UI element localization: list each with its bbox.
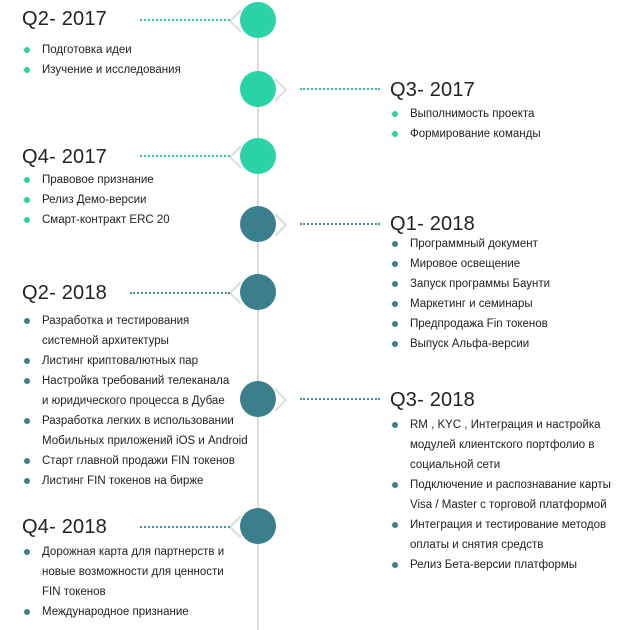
bullet-icon (24, 67, 30, 73)
bullet-icon (392, 241, 398, 247)
bullet-icon (392, 261, 398, 267)
list-item (390, 334, 550, 354)
bullet-icon (392, 321, 398, 327)
list-item (22, 371, 248, 391)
connector-dots (140, 155, 230, 159)
bullet-icon (24, 197, 30, 203)
item-text: Маркетинг и семинары (410, 298, 533, 310)
connector-dots (300, 88, 380, 92)
connector-dots (140, 19, 230, 23)
list-item (22, 40, 181, 60)
bullet-icon (392, 562, 398, 568)
item-text: социальной сети (410, 459, 501, 471)
item-text: Предпродажа Fin токенов (410, 318, 548, 330)
item-text: Выполнимость проекта (410, 108, 535, 120)
item-text: Разработка легких в использовании (42, 415, 234, 427)
list-item (390, 515, 611, 535)
milestone-list (390, 415, 611, 575)
milestone-list (22, 40, 181, 80)
quarter-title: Q1- 2018 (390, 213, 475, 235)
milestone-node (240, 71, 276, 107)
connector-dots (300, 223, 380, 227)
item-text: Visa / Master с торговой платформой (410, 499, 607, 511)
item-text: и юридического процесса в Дубае (42, 395, 225, 407)
list-item (390, 415, 611, 435)
list-item (22, 542, 224, 562)
list-item (22, 562, 224, 582)
item-text: Релиз Демо-версии (42, 194, 147, 206)
item-text: RM , KYC , Интеграция и настройка (410, 419, 601, 431)
item-text: системной архитектуры (42, 335, 169, 347)
item-text: Международное признание (42, 606, 189, 618)
milestone-node (240, 274, 276, 310)
milestone-node (240, 381, 276, 417)
list-item (22, 431, 248, 451)
bullet-icon (24, 609, 30, 615)
milestone-node (240, 206, 276, 242)
item-text: Подключение и распознавание карты (410, 479, 611, 491)
milestone-list (390, 234, 550, 354)
item-text: Правовое признание (42, 174, 154, 186)
quarter-title: Q2- 2017 (22, 8, 107, 30)
bullet-icon (24, 418, 30, 424)
item-text: Релиз Бета-версии платформы (410, 559, 578, 571)
connector-dots (140, 526, 230, 530)
list-item (22, 411, 248, 431)
item-text: Дорожная карта для партнерств и (42, 546, 225, 558)
list-item (22, 451, 248, 471)
list-item (390, 254, 550, 274)
list-item (22, 331, 248, 351)
list-item (390, 435, 611, 455)
milestone-list (22, 311, 248, 491)
list-item (22, 210, 170, 230)
item-text: Выпуск Альфа-версии (410, 338, 530, 350)
item-text: Программный документ (410, 238, 538, 250)
list-item (22, 582, 224, 602)
bullet-icon (392, 422, 398, 428)
list-item (22, 391, 248, 411)
quarter-title: Q3- 2018 (390, 389, 475, 411)
bullet-icon (24, 358, 30, 364)
quarter-title: Q2- 2018 (22, 282, 107, 304)
list-item (390, 555, 611, 575)
milestone-list (390, 104, 541, 144)
milestone-list (22, 542, 224, 622)
bullet-icon (392, 131, 398, 137)
bullet-icon (24, 478, 30, 484)
bullet-icon (24, 549, 30, 555)
bullet-icon (392, 281, 398, 287)
bullet-icon (392, 482, 398, 488)
milestone-node (240, 138, 276, 174)
item-text: Листинг криптовалютных пар (42, 355, 199, 367)
item-text: Интеграция и тестирование методов (410, 519, 607, 531)
item-text: новые возможности для ценности (42, 566, 224, 578)
item-text: Формирование команды (410, 128, 541, 140)
bullet-icon (24, 177, 30, 183)
item-text: Разработка и тестирования (42, 315, 190, 327)
item-text: модулей клиентского портфолио в (410, 439, 595, 451)
bullet-icon (392, 341, 398, 347)
milestone-node (240, 508, 276, 544)
list-item (22, 471, 248, 491)
milestone-list (22, 170, 170, 230)
list-item (22, 602, 224, 622)
list-item (390, 104, 541, 124)
list-item (22, 190, 170, 210)
quarter-title: Q3- 2017 (390, 79, 475, 101)
list-item (22, 170, 170, 190)
bullet-icon (24, 47, 30, 53)
bullet-icon (392, 301, 398, 307)
quarter-title: Q4- 2017 (22, 146, 107, 168)
list-item (390, 495, 611, 515)
bullet-icon (24, 378, 30, 384)
list-item (390, 234, 550, 254)
item-text: Настройка требований телеканала (42, 375, 230, 387)
connector-dots (300, 398, 380, 402)
bullet-icon (24, 458, 30, 464)
item-text: Запуск программы Баунти (410, 278, 551, 290)
item-text: Смарт-контракт ERC 20 (42, 214, 170, 226)
item-text: Мировое освещение (410, 258, 521, 270)
list-item (390, 455, 611, 475)
item-text: FIN токенов (42, 586, 106, 598)
item-text: Мобильных приложений iOS и Android (42, 435, 248, 447)
milestone-node (240, 2, 276, 38)
list-item (390, 124, 541, 144)
bullet-icon (24, 217, 30, 223)
list-item (22, 351, 248, 371)
bullet-icon (24, 318, 30, 324)
item-text: Изучение и исследования (42, 64, 181, 76)
list-item (390, 314, 550, 334)
quarter-title: Q4- 2018 (22, 516, 107, 538)
item-text: Листинг FIN токенов на бирже (42, 475, 204, 487)
list-item (390, 294, 550, 314)
bullet-icon (392, 522, 398, 528)
list-item (22, 60, 181, 80)
list-item (390, 535, 611, 555)
list-item (390, 274, 550, 294)
list-item (390, 475, 611, 495)
bullet-icon (392, 111, 398, 117)
list-item (22, 311, 248, 331)
item-text: Старт главной продажи FIN токенов (42, 455, 235, 467)
item-text: Подготовка идеи (42, 44, 132, 56)
item-text: оплаты и снятия средств (410, 539, 544, 551)
connector-dots (130, 292, 230, 296)
